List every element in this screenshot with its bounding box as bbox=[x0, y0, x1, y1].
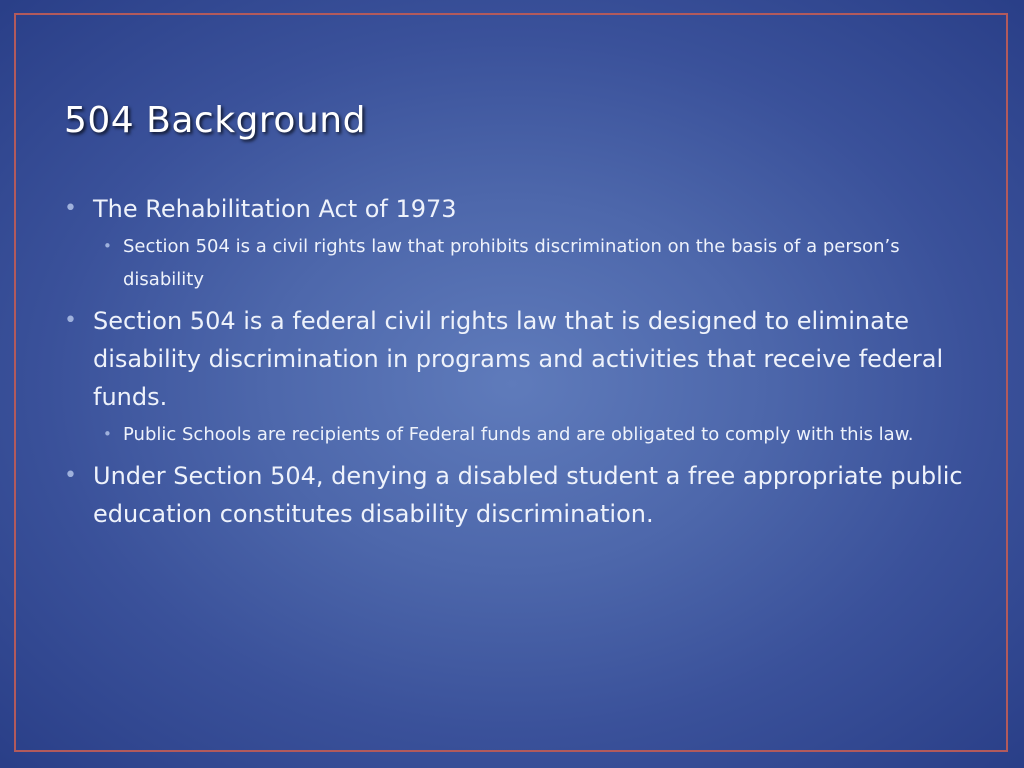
bullet-item bbox=[62, 190, 974, 228]
sub-bullet-item bbox=[101, 230, 974, 296]
bullet-dot-icon: • bbox=[103, 425, 112, 443]
sub-bullet-text: Section 504 is a civil rights law that prohibits discrimination on the basis of a person’s disability bbox=[123, 236, 900, 290]
bullet-item bbox=[62, 457, 974, 533]
bullet-item bbox=[62, 302, 974, 416]
bullet-list bbox=[62, 190, 974, 535]
bullet-dot-icon: • bbox=[64, 196, 77, 221]
bullet-dot-icon: • bbox=[103, 237, 112, 255]
bullet-dot-icon: • bbox=[64, 308, 77, 333]
sub-bullet-text: Public Schools are recipients of Federal funds and are obligated to comply with this law. bbox=[123, 424, 914, 445]
bullet-text: Under Section 504, denying a disabled student a free appropriate public education constitutes disability discrimination. bbox=[93, 462, 963, 528]
sub-bullet-item bbox=[101, 418, 974, 451]
slide-title: 504 Background bbox=[64, 100, 366, 141]
bullet-dot-icon: • bbox=[64, 463, 77, 488]
bullet-text: The Rehabilitation Act of 1973 bbox=[93, 195, 457, 223]
bullet-text: Section 504 is a federal civil rights law that is designed to eliminate disability discrimination in programs and activities that receive federal funds. bbox=[93, 307, 944, 411]
